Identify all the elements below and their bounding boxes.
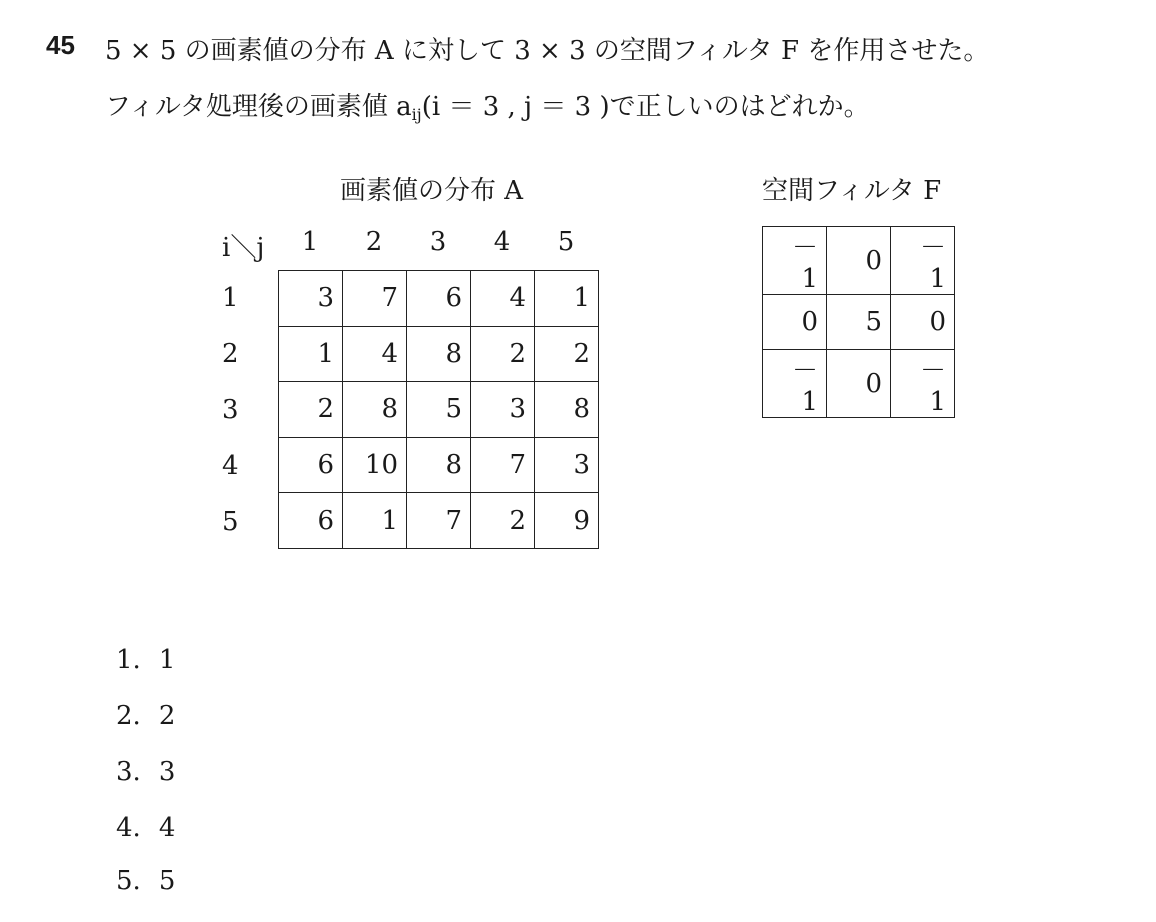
filter-f-cell: 0 [827, 227, 891, 295]
matrix-a-cell: 4 [471, 271, 535, 327]
matrix-a-cell: 6 [279, 493, 343, 549]
matrix-a-row-header-5: 5 [222, 507, 239, 537]
filter-f-row [763, 295, 955, 350]
matrix-a-cell: 8 [343, 382, 407, 438]
filter-f-cell: － 1 [763, 227, 827, 295]
matrix-a-row [279, 326, 599, 382]
matrix-a-col-header-5: 5 [557, 227, 575, 257]
option-value: 1 [158, 645, 176, 675]
matrix-a-col-header-3: 3 [429, 227, 447, 257]
answer-option-2[interactable] [116, 701, 175, 731]
answer-option-5[interactable] [116, 866, 175, 896]
matrix-a-cell: 1 [279, 326, 343, 382]
matrix-a-cell: 7 [471, 437, 535, 493]
matrix-a-row [279, 382, 599, 438]
filter-f-cell: － 1 [891, 350, 955, 418]
matrix-a-row [279, 493, 599, 549]
filter-f-cell: 0 [891, 295, 955, 350]
matrix-a-cell: 3 [471, 382, 535, 438]
matrix-a-cell: 5 [407, 382, 471, 438]
option-number: 2. [116, 701, 141, 731]
filter-f-cell: 5 [827, 295, 891, 350]
matrix-a-row [279, 271, 599, 327]
matrix-a-cell: 6 [279, 437, 343, 493]
matrix-a-col-header-2: 2 [365, 227, 383, 257]
matrix-a-title: 画素値の分布 A [340, 176, 524, 206]
matrix-a-cell: 7 [343, 271, 407, 327]
subscript-ij: ij [411, 105, 422, 124]
option-number: 5. [116, 866, 141, 896]
matrix-a-col-header-4: 4 [493, 227, 511, 257]
filter-f-cell: 0 [827, 350, 891, 418]
option-value: 4 [158, 813, 176, 843]
filter-f-table [762, 226, 955, 418]
matrix-a-row-header-4: 4 [222, 451, 239, 481]
matrix-a-cell: 8 [535, 382, 599, 438]
filter-f-cell: － 1 [891, 227, 955, 295]
matrix-a-cell: 8 [407, 437, 471, 493]
question-text-line-2-start: フィルタ処理後の画素値 a [105, 92, 412, 122]
matrix-a-cell: 3 [279, 271, 343, 327]
filter-f-row [763, 350, 955, 418]
matrix-a-cell: 1 [343, 493, 407, 549]
option-value: 5 [158, 866, 176, 896]
matrix-a-cell: 2 [279, 382, 343, 438]
option-number: 1. [116, 645, 141, 675]
matrix-a-row-header-3: 3 [222, 395, 239, 425]
matrix-a-row [279, 437, 599, 493]
filter-f-row [763, 227, 955, 295]
matrix-a-cell: 1 [535, 271, 599, 327]
option-number: 3. [116, 757, 141, 787]
matrix-a-cell: 7 [407, 493, 471, 549]
matrix-a-cell: 6 [407, 271, 471, 327]
option-number: 4. [116, 813, 141, 843]
filter-f-cell: 0 [763, 295, 827, 350]
matrix-a-col-header-1: 1 [301, 227, 319, 257]
question-text-line-2 [105, 86, 870, 124]
filter-f-title: 空間フィルタ F [762, 176, 942, 206]
matrix-a-cell: 3 [535, 437, 599, 493]
filter-f-cell: － 1 [763, 350, 827, 418]
matrix-a-cell: 4 [343, 326, 407, 382]
matrix-a-row-header-2: 2 [222, 339, 239, 369]
matrix-a-table [278, 270, 599, 549]
answer-option-1[interactable] [116, 645, 175, 675]
answer-option-3[interactable] [116, 757, 175, 787]
matrix-a-cell: 8 [407, 326, 471, 382]
matrix-a-cell: 10 [343, 437, 407, 493]
matrix-a-cell: 9 [535, 493, 599, 549]
question-number: 45 [46, 30, 75, 60]
matrix-a-cell: 2 [535, 326, 599, 382]
option-value: 2 [158, 701, 176, 731]
answer-option-4[interactable] [116, 813, 175, 843]
option-value: 3 [158, 757, 176, 787]
matrix-a-corner-label: i＼j [222, 233, 265, 263]
question-text-line-2-end: (i ＝ 3 , j ＝ 3 )で正しいのはどれか。 [421, 92, 870, 122]
question-text-line-1: 5 × 5 の画素値の分布 A に対して 3 × 3 の空間フィルタ F を作用させた。 [105, 36, 990, 66]
matrix-a-row-header-1: 1 [222, 283, 239, 313]
matrix-a-cell: 2 [471, 326, 535, 382]
matrix-a-cell: 2 [471, 493, 535, 549]
